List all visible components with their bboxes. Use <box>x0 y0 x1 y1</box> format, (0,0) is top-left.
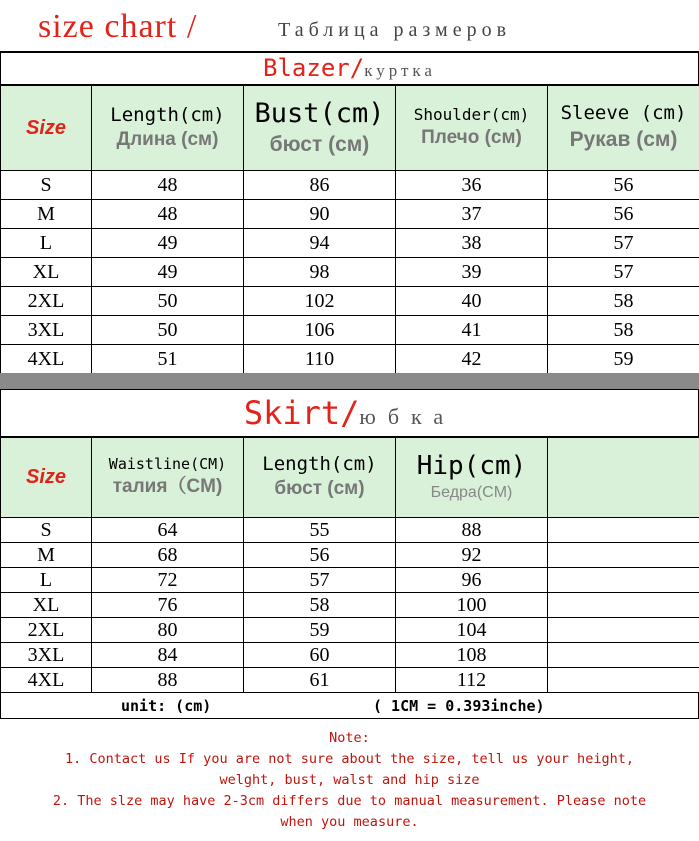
section-divider <box>0 373 699 389</box>
skirt-value-cell: 68 <box>92 543 244 568</box>
skirt-value-cell: 56 <box>244 543 396 568</box>
skirt-value-cell: 59 <box>244 618 396 643</box>
blazer-value-cell: 58 <box>548 316 699 345</box>
blazer-value-cell: 110 <box>244 345 396 374</box>
skirt-col-waistline: Waistline(CM) талия（CM) <box>92 438 244 518</box>
skirt-value-cell: 55 <box>244 518 396 543</box>
blazer-section-heading <box>0 52 699 85</box>
blazer-size-row <box>1 229 699 258</box>
skirt-size-row <box>1 593 699 618</box>
blazer-heading-ru: куртка <box>364 61 436 80</box>
skirt-section-heading <box>0 389 699 437</box>
blazer-size-cell: L <box>1 229 92 258</box>
blazer-value-cell: 56 <box>548 200 699 229</box>
blazer-heading-en: Blazer/ <box>263 54 365 82</box>
blazer-size-cell: 2XL <box>1 287 92 316</box>
blazer-size-row <box>1 200 699 229</box>
skirt-size-cell: L <box>1 568 92 593</box>
skirt-size-cell: 3XL <box>1 643 92 668</box>
blazer-value-cell: 90 <box>244 200 396 229</box>
notes-section <box>0 728 699 833</box>
skirt-heading-ru: юбка <box>359 404 456 429</box>
skirt-size-cell: S <box>1 518 92 543</box>
blazer-value-cell: 36 <box>396 171 548 200</box>
blazer-size-header: Size <box>1 86 92 171</box>
skirt-value-cell: 76 <box>92 593 244 618</box>
blazer-value-cell: 57 <box>548 229 699 258</box>
blazer-col-bust: Bust(cm) бюст (см) <box>244 86 396 171</box>
blazer-col-length: Length(cm) Длина (см) <box>92 86 244 171</box>
blazer-size-row <box>1 345 699 374</box>
skirt-value-cell: 61 <box>244 668 396 693</box>
blazer-value-cell: 38 <box>396 229 548 258</box>
blazer-value-cell: 49 <box>92 258 244 287</box>
skirt-value-cell: 112 <box>396 668 548 693</box>
skirt-size-cell: 2XL <box>1 618 92 643</box>
skirt-size-header: Size <box>1 438 92 518</box>
skirt-value-cell: 80 <box>92 618 244 643</box>
blazer-value-cell: 49 <box>92 229 244 258</box>
unit-row <box>0 692 699 719</box>
skirt-value-cell <box>548 668 699 693</box>
skirt-value-cell <box>548 618 699 643</box>
blazer-value-cell: 57 <box>548 258 699 287</box>
skirt-value-cell: 108 <box>396 643 548 668</box>
skirt-size-row <box>1 543 699 568</box>
blazer-size-row <box>1 171 699 200</box>
skirt-value-cell: 88 <box>396 518 548 543</box>
blazer-value-cell: 48 <box>92 171 244 200</box>
blazer-value-cell: 40 <box>396 287 548 316</box>
blazer-value-cell: 106 <box>244 316 396 345</box>
skirt-size-row <box>1 568 699 593</box>
blazer-value-cell: 86 <box>244 171 396 200</box>
blazer-size-cell: XL <box>1 258 92 287</box>
unit-label: unit: (cm) <box>121 697 212 715</box>
skirt-value-cell: 72 <box>92 568 244 593</box>
skirt-col-length: Length(cm) бюст (см) <box>244 438 396 518</box>
skirt-value-cell: 64 <box>92 518 244 543</box>
skirt-value-cell: 104 <box>396 618 548 643</box>
blazer-value-cell: 50 <box>92 316 244 345</box>
skirt-size-row <box>1 618 699 643</box>
skirt-size-row <box>1 668 699 693</box>
skirt-value-cell: 100 <box>396 593 548 618</box>
note-item-2: 2. The slze may have 2-3cm differs due to manual measurement. Please note when you measure. <box>52 793 647 830</box>
skirt-value-cell: 57 <box>244 568 396 593</box>
blazer-size-row <box>1 258 699 287</box>
page-title-russian: Таблица размеров <box>278 19 512 41</box>
blazer-value-cell: 98 <box>244 258 396 287</box>
skirt-col-hip: Hip(cm) Бедра(CM) <box>396 438 548 518</box>
blazer-size-table <box>0 85 699 374</box>
blazer-value-cell: 37 <box>396 200 548 229</box>
blazer-col-shoulder: Shoulder(cm) Плечо (см) <box>396 86 548 171</box>
skirt-size-row <box>1 643 699 668</box>
blazer-size-cell: S <box>1 171 92 200</box>
skirt-value-cell <box>548 643 699 668</box>
skirt-value-cell <box>548 543 699 568</box>
blazer-value-cell: 59 <box>548 345 699 374</box>
skirt-value-cell: 88 <box>92 668 244 693</box>
skirt-value-cell: 84 <box>92 643 244 668</box>
note-item-1: 1. Contact us If you are not sure about the size, tell us your height, welght, bust, walst and hip size <box>65 751 634 788</box>
page-title: size chart / <box>38 8 198 45</box>
skirt-size-table <box>0 437 699 693</box>
blazer-value-cell: 102 <box>244 287 396 316</box>
blazer-header-row <box>1 86 699 171</box>
skirt-header-row <box>1 438 699 518</box>
notes-title: Note: <box>329 730 370 746</box>
skirt-value-cell <box>548 568 699 593</box>
unit-conversion: ( 1CM = 0.393inche) <box>373 697 545 715</box>
skirt-size-cell: 4XL <box>1 668 92 693</box>
skirt-value-cell: 58 <box>244 593 396 618</box>
skirt-size-row <box>1 518 699 543</box>
blazer-size-cell: 4XL <box>1 345 92 374</box>
blazer-value-cell: 50 <box>92 287 244 316</box>
blazer-value-cell: 48 <box>92 200 244 229</box>
blazer-size-cell: M <box>1 200 92 229</box>
skirt-heading-en: Skirt/ <box>243 394 360 432</box>
size-chart-title-bar <box>0 0 699 52</box>
skirt-value-cell <box>548 593 699 618</box>
skirt-value-cell <box>548 518 699 543</box>
skirt-size-cell: M <box>1 543 92 568</box>
blazer-value-cell: 58 <box>548 287 699 316</box>
blazer-value-cell: 94 <box>244 229 396 258</box>
skirt-size-cell: XL <box>1 593 92 618</box>
skirt-value-cell: 96 <box>396 568 548 593</box>
skirt-value-cell: 92 <box>396 543 548 568</box>
blazer-value-cell: 39 <box>396 258 548 287</box>
blazer-value-cell: 56 <box>548 171 699 200</box>
blazer-size-row <box>1 316 699 345</box>
skirt-col-empty <box>548 438 699 518</box>
blazer-size-row <box>1 287 699 316</box>
blazer-value-cell: 51 <box>92 345 244 374</box>
blazer-value-cell: 41 <box>396 316 548 345</box>
blazer-value-cell: 42 <box>396 345 548 374</box>
blazer-col-sleeve: Sleeve (cm) Рукав (см) <box>548 86 699 171</box>
blazer-size-cell: 3XL <box>1 316 92 345</box>
skirt-value-cell: 60 <box>244 643 396 668</box>
